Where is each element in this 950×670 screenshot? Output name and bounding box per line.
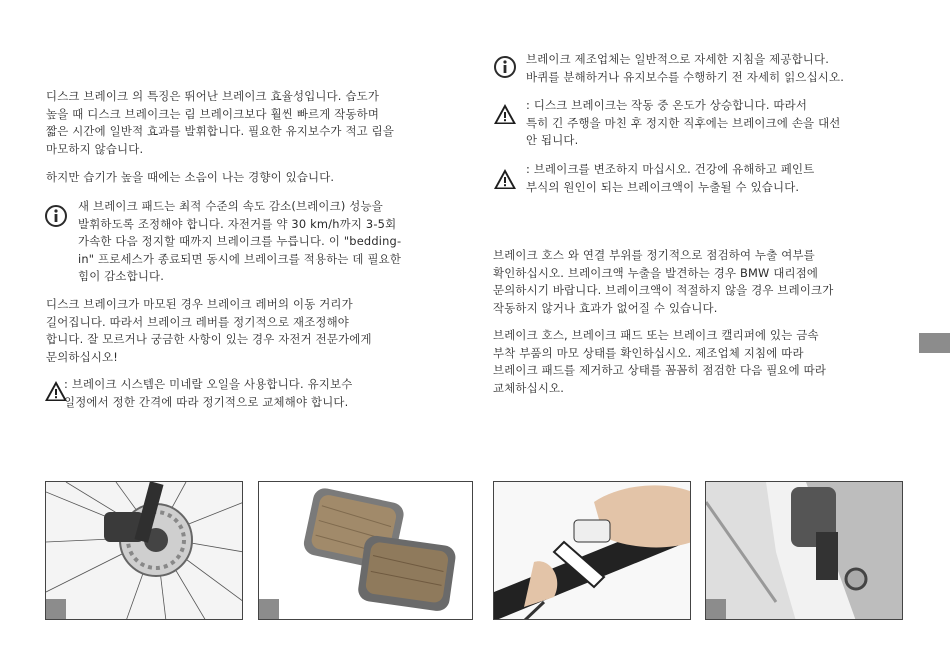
photo-label-tag (706, 599, 726, 619)
brake-wear-note: 디스크 브레이크가 마모된 경우 브레이크 레버의 이동 거리가 길어집니다. 따라서 브레이크 레버를 정기적으로 재조정해야 합니다. 잘 모르거나 궁금한 사항이 있는 경우 자전거 전문가에게 문의하십시오! (46, 297, 372, 364)
brake-lever-hand-photo (493, 481, 691, 620)
heat-warning: : 디스크 브레이크는 작동 중 온도가 상승합니다. 따라서 특히 긴 주행을 마친 후 정지한 직후에는 브레이크에 손을 대선 안 됩니다. (526, 98, 841, 147)
disc-brake-intro: 디스크 브레이크 의 특징은 뛰어난 브레이크 효율성입니다. 습도가 높을 때 디스크 브레이크는 림 브레이크보다 훨씬 빠르게 작동하며 짧은 시간에 일반적 효과를 발휘합니다. 필요한 유지보수가 적고 림을 마모하지 않습니다. (46, 89, 395, 156)
bedding-in-info: 새 브레이크 패드는 최적 수준의 속도 감소(브레이크) 성능을 발휘하도록 조정해야 합니다. 자전거를 약 30 km/h까지 3-5회 가속한 다음 정지할 때까지 브레이크를 누릅니다. 이 "bedding- in" 프로세스가 종료되면 동시에 브레이크를 적용하는 데 필요한 힘이 감소합니다. (78, 199, 402, 283)
noise-note: 하지만 습기가 높을 때에는 소음이 나는 경향이 있습니다. (46, 170, 335, 184)
warning-triangle-icon (493, 103, 517, 129)
photo-label-tag (46, 599, 66, 619)
warning-triangle-icon (493, 168, 517, 194)
brake-pads-photo (258, 481, 473, 620)
photo-label-tag (259, 599, 279, 619)
mineral-oil-warning: : 브레이크 시스템은 미네랄 오일을 사용합니다. 유지보수 일정에서 정한 간격에 따라 정기적으로 교체해야 합니다. (64, 377, 353, 409)
disc-brake-wheel-photo (45, 481, 243, 620)
pad-wear-paragraph: 브레이크 호스, 브레이크 패드 또는 브레이크 캘리퍼에 있는 금속 부착 부품의 마모 상태를 확인하십시오. 제조업체 지침에 따라 브레이크 패드를 제거하고 상태를 꼼꼼히 점검한 다음 필요에 따라 교체하십시오. (493, 328, 827, 395)
section-tab-marker (919, 333, 950, 353)
info-icon (493, 55, 517, 83)
modification-warning: : 브레이크를 변조하지 마십시오. 건강에 유해하고 페인트 부식의 원인이 되는 브레이크액이 누출될 수 있습니다. (526, 162, 815, 194)
hose-check-paragraph: 브레이크 호스 와 연결 부위를 정기적으로 점검하여 누출 여부를 확인하십시오. 브레이크액 누출을 발견하는 경우 BMW 대리점에 문의하시기 바랍니다. 브레이크액이 적절하지 않을 경우 브레이크가 작동하지 않거나 효과가 없어질 수 있습니다. (493, 248, 834, 315)
info-icon (44, 204, 68, 232)
brake-caliper-closeup-photo (705, 481, 903, 620)
manufacturer-info: 브레이크 제조업체는 일반적으로 자세한 지침을 제공합니다. 바퀴를 분해하거나 유지보수를 수행하기 전 자세히 읽으십시오. (526, 52, 845, 84)
